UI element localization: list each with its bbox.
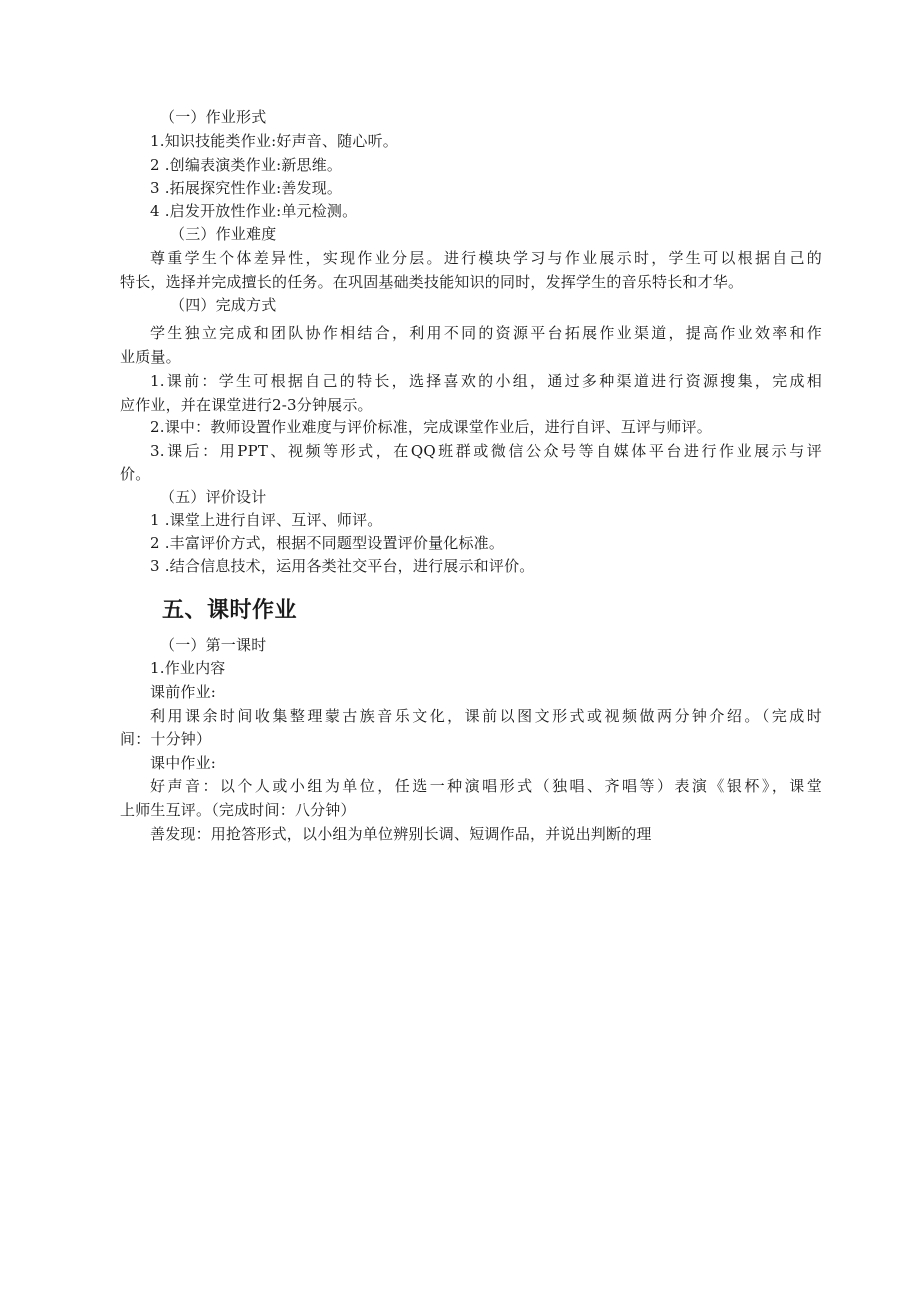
- paragraph-line: 业质量。: [120, 348, 181, 366]
- paragraph-line: 特长，选择并完成擅长的任务。在巩固基础类技能知识的同时，发挥学生的音乐特长和才华。: [120, 273, 744, 291]
- paragraph-line: 3.课后：用PPT、视频等形式，在QQ班群或微信公众号等自媒体平台进行作业展示与评: [150, 442, 822, 460]
- section-title-lesson-one: （一）第一课时: [160, 636, 267, 654]
- subsection-label: 课前作业:: [150, 683, 217, 701]
- list-item: 3 .拓展探究性作业:善发现。: [150, 179, 343, 197]
- section-title-difficulty: （三）作业难度: [170, 225, 277, 243]
- subsection-label: 1.作业内容: [150, 659, 226, 677]
- paragraph-line: 2.课中：教师设置作业难度与评价标准，完成课堂作业后，进行自评、互评与师评。: [150, 418, 712, 436]
- paragraph-line: 上师生互评。（完成时间：八分钟）: [120, 801, 356, 819]
- list-item: 1.知识技能类作业:好声音、随心听。: [150, 132, 398, 150]
- list-item: 1 .课堂上进行自评、互评、师评。: [150, 511, 383, 529]
- list-item: 3 .结合信息技术，运用各类社交平台，进行展示和评价。: [150, 557, 535, 575]
- paragraph-line: 应作业，并在课堂进行2-3分钟展示。: [120, 396, 373, 414]
- list-item: 2 .丰富评价方式，根据不同题型设置评价量化标准。: [150, 534, 505, 552]
- list-item: 4 .启发开放性作业:单元检测。: [150, 202, 358, 220]
- subsection-label: 课中作业:: [150, 754, 217, 772]
- section-title-completion: （四）完成方式: [170, 296, 277, 314]
- paragraph-line: 善发现：用抢答形式，以小组为单位辨别长调、短调作品，并说出判断的理: [150, 825, 652, 843]
- paragraph-line: 好声音：以个人或小组为单位，任选一种演唱形式（独唱、齐唱等）表演《银杯》，课堂: [150, 777, 822, 795]
- paragraph-line: 1.课前：学生可根据自己的特长，选择喜欢的小组，通过多种渠道进行资源搜集，完成相: [150, 372, 822, 390]
- chapter-heading: 五、课时作业: [162, 598, 298, 623]
- paragraph-line: 利用课余时间收集整理蒙古族音乐文化，课前以图文形式或视频做两分钟介绍。（完成时: [150, 707, 822, 725]
- paragraph-line: 尊重学生个体差异性，实现作业分层。进行模块学习与作业展示时，学生可以根据自己的: [150, 249, 822, 267]
- section-title-evaluation: （五）评价设计: [160, 488, 267, 506]
- paragraph-line: 间：十分钟）: [120, 730, 212, 748]
- paragraph-line: 学生独立完成和团队协作相结合，利用不同的资源平台拓展作业渠道，提高作业效率和作: [150, 324, 822, 342]
- section-title-homework-form: （一）作业形式: [160, 108, 267, 126]
- paragraph-line: 价。: [120, 465, 151, 483]
- list-item: 2 .创编表演类作业:新思维。: [150, 156, 343, 174]
